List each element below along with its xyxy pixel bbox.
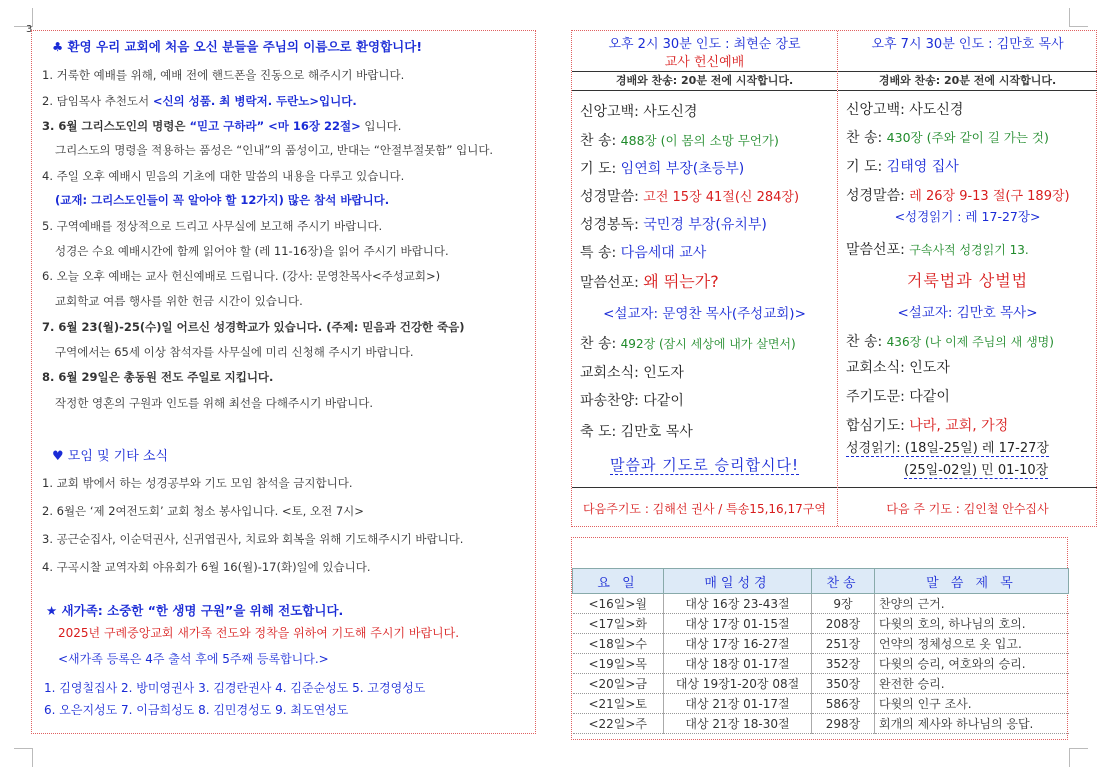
hymn-cell: 352장 [812,654,875,674]
creed-row [846,99,963,119]
row-label: 말씀선포: [846,242,905,258]
bible-reading-text: 성경읽기: (18일-25일) 레 17-27장 [846,441,1049,456]
lords-prayer-row [846,386,950,406]
notice-8: 8. 6월 29일은 총동원 전도 주일로 지킵니다. [42,370,274,384]
row-value: 인도자 [643,365,684,381]
meetings-title: ♥ 모임 및 기타 소식 [52,449,169,464]
row-label: 주기도문: [846,389,905,405]
scripture-row [580,186,799,206]
meeting-2: 2. 6월은 ‘제 2여전도회’ 교회 청소 봉사입니다. <토, 오전 7시> [42,504,364,518]
hymn-cell: 208장 [812,614,875,634]
next-week-prayer: 다음주기도 : 김해선 권사 / 특송15,16,17구역 [572,487,837,517]
day-cell: <17일>화 [573,614,664,634]
meeting-1: 1. 교회 밖에서 하는 성경공부와 기도 모임 참석을 금지합니다. [42,476,353,490]
row-label: 성경말씀: [846,188,905,204]
praise-note: 경배와 찬송: 20분 전에 시작합니다. [572,71,837,91]
meeting-4: 4. 구곡시찰 교역자회 야유회가 6월 16(월)-17(화)일에 있습니다. [42,560,371,574]
reading-cell: 대상 16장 23-43절 [664,594,812,614]
row-label: 교회소식: [580,365,639,381]
row-value: 다같이 [643,393,684,409]
daily-bible-schedule [571,537,1068,740]
row-label: 파송찬양: [580,393,639,409]
row-label: 찬 송: [580,336,617,352]
notice-1: 1. 거룩한 예배를 위해, 예배 전에 핸드폰을 진동으로 해주시기 바랍니다. [42,68,405,82]
table-row [573,714,1069,734]
reading-cell: 대상 21장 01-17절 [664,694,812,714]
row-value: 다음세대 교사 [620,245,707,261]
row-label: 찬 송: [846,130,883,146]
table-row [573,614,1069,634]
table-row [573,634,1069,654]
newfamily-registration: <새가족 등록은 4주 출석 후에 5주째 등록합니다.> [58,652,329,666]
sermon-title: 거룩법과 상벌법 [906,271,1029,290]
afternoon-header: 오후 2시 30분 인도 : 최현순 장로 [608,37,801,52]
notice-2 [42,93,357,109]
schedule-table [572,568,1069,734]
title-cell: 다윗의 호의, 하나님의 호의. [875,614,1069,634]
sermon-row [580,269,719,292]
row-value: 김태영 집사 [886,159,959,175]
notice-5: 5. 구역예배를 정상적으로 드리고 사무실에 보고해 주시기 바랍니다. [42,219,383,233]
notice-7-detail: 구역에서는 65세 이상 참석자를 사무실에 미리 신청해 주시기 바랍니다. [55,345,414,359]
row-label: 신앙고백: [580,104,639,120]
schedule-header-row [573,569,1069,594]
notice-4-detail: (교재: 그리스도인들이 꼭 알아야 할 12가지) 많은 참석 바랍니다. [55,193,390,207]
reading-cell: 대상 19장1-20장 08절 [664,674,812,694]
news-row [846,357,950,377]
newfamily-names: 6. 오은지성도 7. 이금희성도 8. 김민경성도 9. 최도연성도 [44,703,349,717]
hymn-row [846,127,1049,147]
notice-5-detail: 성경은 수요 예배시간에 함께 읽어야 할 (레 11-16장)을 읽어 주시기 바랍니다. [55,244,449,258]
notice-6: 6. 오늘 오후 예배는 교사 헌신예배로 드립니다. (강사: 문영찬목사<주성교회>) [42,269,441,283]
unison-prayer-row [846,415,1008,435]
news-row [580,362,684,382]
newfamily-names: 1. 김영칠집사 2. 방미영권사 3. 김경란권사 4. 김준순성도 5. 고경영성도 [44,681,426,695]
row-label: 특 송: [580,245,617,261]
title-cell: 완전한 승리. [875,674,1069,694]
row-value: 인도자 [909,360,950,376]
evening-header: 오후 7시 30분 인도 : 김만호 목사 [871,37,1064,52]
notice-7: 7. 6월 23(월)-25(수)일 어르신 성경학교가 있습니다. (주제: 믿음과 건강한 죽음) [42,320,465,334]
hymn2-row [846,331,1054,351]
reading-cell: 대상 18장 01-17절 [664,654,812,674]
crop-mark [1069,748,1088,767]
title-cell: 다윗의 인구 조사. [875,694,1069,714]
meeting-3: 3. 공근순집사, 이순덕권사, 신귀엽권사, 치료와 회복을 위해 기도해주시기 바랍니다. [42,532,464,546]
row-value: 488장 (이 몸의 소망 무언가) [620,133,779,148]
row-value: 436장 (나 이제 주님의 새 생명) [886,335,1054,349]
afternoon-service [572,31,837,526]
row-label: 성경봉독: [580,217,639,233]
newfamily-prayer: 2025년 구례중앙교회 새가족 전도와 정착을 위하여 기도해 주시기 바랍니다. [58,626,460,640]
reading-note: <성경읽기 : 레 17-27장> [894,209,1041,224]
worship-order-panel [571,30,1097,527]
day-cell: <19일>목 [573,654,664,674]
next-week-prayer: 다음 주 기도 : 김인철 안수집사 [838,487,1097,517]
notice-4: 4. 주일 오후 예배시 믿음의 기초에 대한 말씀의 내용을 다루고 있습니다. [42,169,405,183]
row-value: 고전 15장 41절(신 284장) [643,190,800,205]
table-row [573,594,1069,614]
special-song-row [580,242,706,262]
hymn-cell: 586장 [812,694,875,714]
hymn-cell: 251장 [812,634,875,654]
bible-reading-text: (25일-02일) 민 01-10장 [904,463,1049,478]
bible-reading-2 [904,459,1048,478]
scripture-ref: “믿고 구하라” <마 16장 22절> [189,119,361,133]
sendoff-row [580,390,684,410]
row-value: 임연희 부장(초등부) [620,161,745,177]
notice-text: 2. 담임목사 추천도서 [42,94,153,108]
welcome-title: ♣ 환영 우리 교회에 처음 오신 분들을 주님의 이름으로 환영합니다! [52,39,423,54]
row-value: 레 26장 9-13 절(구 189장) [909,189,1070,204]
sermon-series: 구속사적 성경읽기 13. [909,243,1029,257]
evening-service [837,31,1097,526]
hymn-cell: 298장 [812,714,875,734]
motto-wrap [572,454,837,475]
row-label: 합심기도: [846,418,905,434]
crop-mark [1069,8,1088,27]
notice-text: 3. 6월 그리스도인의 명령은 [42,119,190,133]
row-value: 다같이 [909,389,950,405]
prayer-row [580,158,744,178]
hymn2-row [580,333,796,353]
row-label: 기 도: [580,161,617,177]
sermon-title: 왜 뛰는가? [643,272,719,291]
col-header-reading: 매일성경 [664,569,812,594]
preacher: <설교자: 김만호 목사> [897,305,1038,321]
row-label: 기 도: [846,159,883,175]
day-cell: <16일>월 [573,594,664,614]
row-label: 찬 송: [580,133,617,149]
scripture-row [846,185,1070,205]
preacher: <설교자: 문영찬 목사(주성교회)> [603,306,806,322]
day-cell: <22일>주 [573,714,664,734]
bible-reading-1 [846,437,1049,456]
recommended-book: <신의 성품. 최 병락저. 두란노>입니다. [152,94,357,108]
row-label: 교회소식: [846,360,905,376]
title-cell: 찬양의 근거. [875,594,1069,614]
day-cell: <18일>수 [573,634,664,654]
table-row [573,694,1069,714]
row-label: 신앙고백: [846,102,905,118]
reading-cell: 대상 17장 16-27절 [664,634,812,654]
table-row [573,674,1069,694]
col-header-day: 요 일 [573,569,664,594]
table-row [573,654,1069,674]
reading-cell: 대상 17장 01-15절 [664,614,812,634]
row-label: 성경말씀: [580,189,639,205]
notice-text: 입니다. [360,119,402,133]
blessing-row [580,421,693,441]
row-label: 말씀선포: [580,275,639,291]
row-value: 김만호 목사 [620,424,693,440]
sermon-row [846,239,1029,259]
reading-cell: 대상 21장 18-30절 [664,714,812,734]
notice-3 [42,118,401,134]
row-value: 사도신경 [909,102,964,118]
afternoon-subtitle: 교사 헌신예배 [664,55,745,70]
crop-mark [14,748,33,767]
newfamily-title: ★ 새가족: 소중한 “한 생명 구원”을 위해 전도합니다. [46,603,344,618]
title-cell: 언약의 정체성으로 옷 입고. [875,634,1069,654]
row-value: 국민경 부장(유치부) [643,217,767,233]
creed-row [580,101,697,121]
row-value: 나라, 교회, 가정 [909,418,1009,434]
reading-row [580,214,767,234]
day-cell: <21일>토 [573,694,664,714]
hymn-cell: 9장 [812,594,875,614]
title-cell: 회개의 제사와 하나님의 응답. [875,714,1069,734]
row-label: 찬 송: [846,334,883,350]
title-cell: 다윗의 승리, 여호와의 승리. [875,654,1069,674]
motto: 말씀과 기도로 승리합시다! [610,456,799,474]
page-number: 3 [26,24,33,35]
praise-note: 경배와 찬송: 20분 전에 시작합니다. [838,71,1097,91]
notice-8-detail: 작정한 영혼의 구원과 인도를 위해 최선을 다해주시기 바랍니다. [55,396,374,410]
col-header-hymn: 찬송 [812,569,875,594]
announcements-panel [31,30,536,734]
notice-3-detail: 그리스도의 명령을 적용하는 품성은 “인내”의 품성이고, 반대는 “안절부절못함” 입니다. [55,143,494,157]
prayer-row [846,156,959,176]
row-value: 사도신경 [643,104,698,120]
row-value: 430장 (주와 같이 길 가는 것) [886,130,1049,145]
hymn-cell: 350장 [812,674,875,694]
row-value: 492장 (잠시 세상에 내가 살면서) [620,337,796,351]
row-label: 축 도: [580,424,617,440]
hymn-row [580,130,779,150]
day-cell: <20일>금 [573,674,664,694]
notice-6-detail: 교회학교 여름 행사를 위한 헌금 시간이 있습니다. [55,294,303,308]
col-header-title: 말 씀 제 목 [875,569,1069,594]
